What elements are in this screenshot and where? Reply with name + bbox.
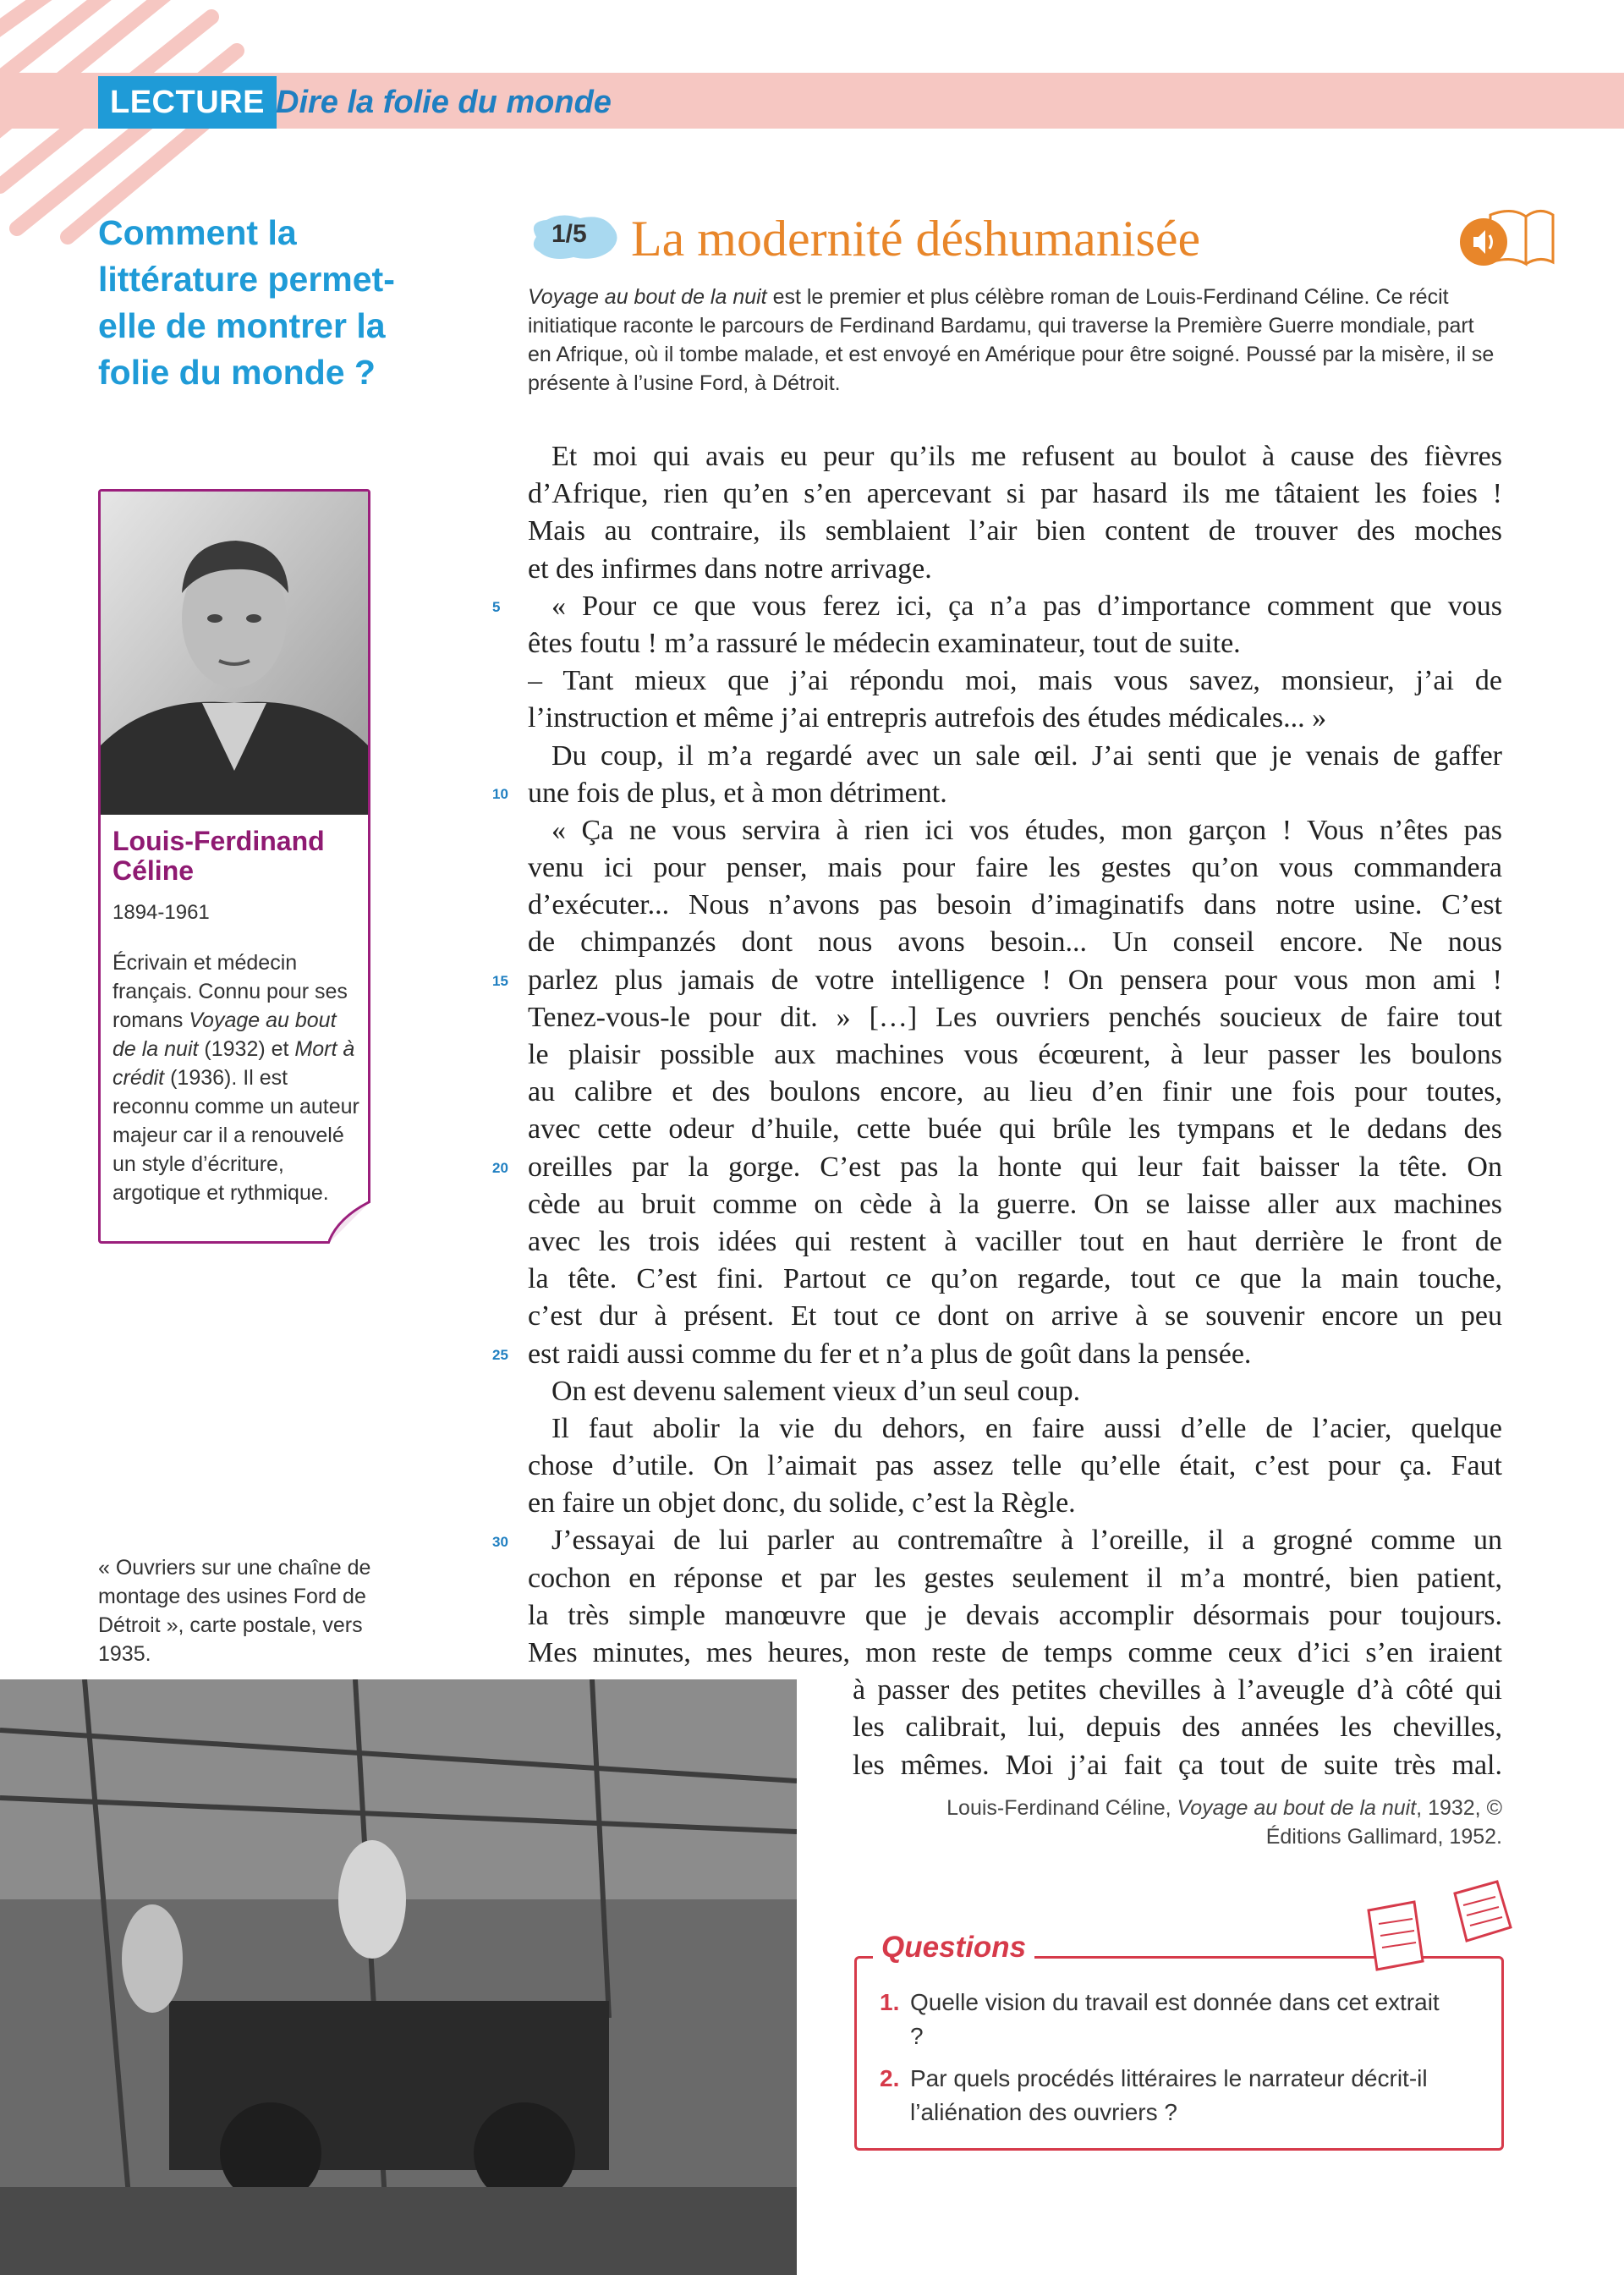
author-name: Louis-Ferdinand Céline	[112, 826, 325, 886]
guiding-question: Comment la littérature permet-elle de montrer la folie du monde ?	[98, 213, 395, 392]
part-number: 1/5	[551, 220, 587, 248]
text-line: et des infirmes dans notre arrivage.	[528, 552, 932, 585]
author-bio-card	[98, 489, 370, 1244]
text-line: cède au bruit comme on cède à la guerre. On se laisse aller aux machines	[528, 1188, 1502, 1220]
author-dates: 1894-1961	[112, 901, 210, 924]
question-papers-icon	[1362, 1877, 1514, 1978]
text-line: une fois de plus, et à mon détriment.	[528, 777, 947, 809]
text-line: avec les trois idées qui restent à vaciller tout en haut derrière le front de	[528, 1225, 1502, 1257]
text-line: venu ici pour penser, mais pour faire les gestes qu’on vous commandera	[528, 852, 1502, 884]
photo-caption: « Ouvriers sur une chaîne de montage des usines Ford de Détroit », carte postale, vers 1935.	[98, 1556, 371, 1666]
question-item	[880, 1986, 1455, 2053]
text-line: d’Afrique, rien qu’en s’en apercevant si par hasard ils me tâtaient les foies !	[528, 478, 1502, 510]
text-line: en faire un objet donc, du solide, c’est la Règle.	[528, 1487, 1076, 1519]
text-line: au calibre et des boulons encore, au lieu d’en finir une fois pour toutes,	[528, 1076, 1502, 1108]
text-line: avec cette odeur d’huile, cette buée qui brûle les tympans et le dedans des	[528, 1113, 1502, 1146]
text-line: chose d’utile. On l’aimait pas assez telle qu’elle était, c’est pour ça. Faut	[528, 1450, 1502, 1482]
questions-title: Questions	[873, 1931, 1034, 1965]
question-text: Quelle vision du travail est donnée dans cet extrait ?	[910, 1989, 1440, 2049]
line-number: 20	[492, 1160, 508, 1176]
question-number: 1.	[880, 1989, 900, 2015]
line-number: 10	[492, 786, 508, 802]
text-line: les mêmes. Moi j’ai fait ça tout de suite très mal.	[853, 1749, 1502, 1781]
text-line: Et moi qui avais eu peur qu’ils me refusent au boulot à cause des fièvres	[551, 441, 1502, 472]
text-line: « Pour ce que vous ferez ici, ça n’a pas d’importance comment que vous	[551, 590, 1502, 622]
text-line: c’est dur à présent. Et tout ce dont on arrive à se souvenir encore un peu	[528, 1300, 1502, 1333]
author-description	[112, 948, 363, 1207]
text-line: J’essayai de lui parler au contremaître à l’oreille, il a grogné comme un	[551, 1525, 1502, 1557]
text-line: « Ça ne vous servira à rien ici vos études, mon garçon ! Vous n’êtes pas	[551, 814, 1502, 846]
text-line: les calibrait, lui, depuis des années les chevilles,	[853, 1712, 1502, 1744]
text-line: êtes foutu ! m’a rassuré le médecin examinateur, tout de suite.	[528, 627, 1241, 659]
section-title: Dire la folie du monde	[276, 85, 612, 120]
text-line: à passer des petites chevilles à l’aveugle d’à côté qui	[853, 1674, 1502, 1706]
line-number: 15	[492, 973, 508, 989]
text-line: Tenez-vous-le pour dit. » […] Les ouvriers penchés soucieux de faire tout	[528, 1001, 1502, 1033]
page-fold-icon	[328, 1201, 370, 1244]
text-line: – Tant mieux que j’ai répondu moi, mais vous savez, monsieur, j’ai de	[528, 665, 1502, 697]
source-author: Louis-Ferdinand Céline,	[946, 1796, 1177, 1820]
question-item	[880, 2062, 1455, 2129]
question-number: 2.	[880, 2065, 900, 2091]
text-line: Mes minutes, mes heures, mon reste de temps comme ceux d’ici s’en iraient	[528, 1637, 1502, 1668]
question-text: Par quels procédés littéraires le narrateur décrit-il l’aliénation des ouvriers ?	[910, 2065, 1428, 2125]
text-introduction	[528, 283, 1502, 398]
text-line: Mais au contraire, ils semblaient l’air bien content de trouver des moches	[528, 515, 1502, 547]
intro-book-title: Voyage au bout de la nuit	[528, 285, 767, 309]
author-portrait	[101, 492, 368, 815]
bio-book-title: Mort à crédit	[112, 1037, 355, 1090]
bio-text: Écrivain et médecin français. Connu pour ses romans	[112, 951, 348, 1032]
line-number: 25	[492, 1347, 508, 1363]
bio-text: (1932) et	[198, 1037, 295, 1061]
text-line: l’instruction et même j’ai entrepris autrefois des études médicales... »	[528, 702, 1327, 734]
text-title: La modernité déshumanisée	[631, 211, 1201, 267]
text-line: la tête. C’est fini. Partout ce qu’on regarde, tout ce que la main touche,	[528, 1263, 1502, 1295]
section-tag: LECTURE	[98, 76, 277, 129]
text-source	[930, 1794, 1502, 1851]
source-publisher: , 1932, © Éditions Gallimard, 1952.	[1265, 1796, 1502, 1849]
text-line: Il faut abolir la vie du dehors, en faire aussi d’elle de l’acier, quelque	[551, 1412, 1502, 1444]
intro-text: est le premier et plus célèbre roman de Louis-Ferdinand Céline. Ce récit initiatique raconte le parcours de Ferdinand Bardamu, qui traverse la Première Guerre mondiale, part en Afrique, où il tombe malade, et est envoyé en Amérique pour être soigné. Poussé par la misère, il se présente à l’usine Ford, à Détroit.	[528, 285, 1495, 395]
text-line: cochon en réponse et par les gestes seulement il m’a montré, bien patient,	[528, 1562, 1502, 1594]
text-line: la très simple manœuvre que je devais accomplir désormais pour toujours.	[528, 1599, 1502, 1631]
source-book: Voyage au bout de la nuit	[1177, 1796, 1417, 1820]
audio-book-icon[interactable]	[1453, 203, 1555, 271]
bio-book-title: Voyage au bout de la nuit	[112, 1008, 337, 1061]
text-line: parlez plus jamais de votre intelligence ! On pensera pour vous mon ami !	[528, 964, 1502, 996]
text-line: d’exécuter... Nous n’avons pas besoin d’imaginatifs dans notre usine. C’est	[528, 889, 1502, 921]
bio-text: (1936). Il est reconnu comme un auteur majeur car il a renouvelé un style d’écriture, argotique et rythmique.	[112, 1066, 359, 1205]
line-number: 30	[492, 1534, 508, 1550]
excerpt-text	[528, 438, 1502, 1784]
text-line: le plaisir possible aux machines vous écœurent, à leur passer les boulons	[528, 1039, 1502, 1070]
text-line: Du coup, il m’a regardé avec un sale œil. J’ai senti que je venais de gaffer	[551, 739, 1502, 772]
text-line: On est devenu salement vieux d’un seul coup.	[551, 1375, 1081, 1407]
text-line: est raidi aussi comme du fer et n’a plus de goût dans la pensée.	[528, 1338, 1252, 1370]
line-number: 5	[492, 599, 501, 615]
text-line: de chimpanzés dont nous avons besoin... Un conseil encore. Ne nous	[528, 926, 1502, 959]
text-line: oreilles par la gorge. C’est pas la honte qui leur fait baisser la tête. On	[528, 1151, 1502, 1183]
